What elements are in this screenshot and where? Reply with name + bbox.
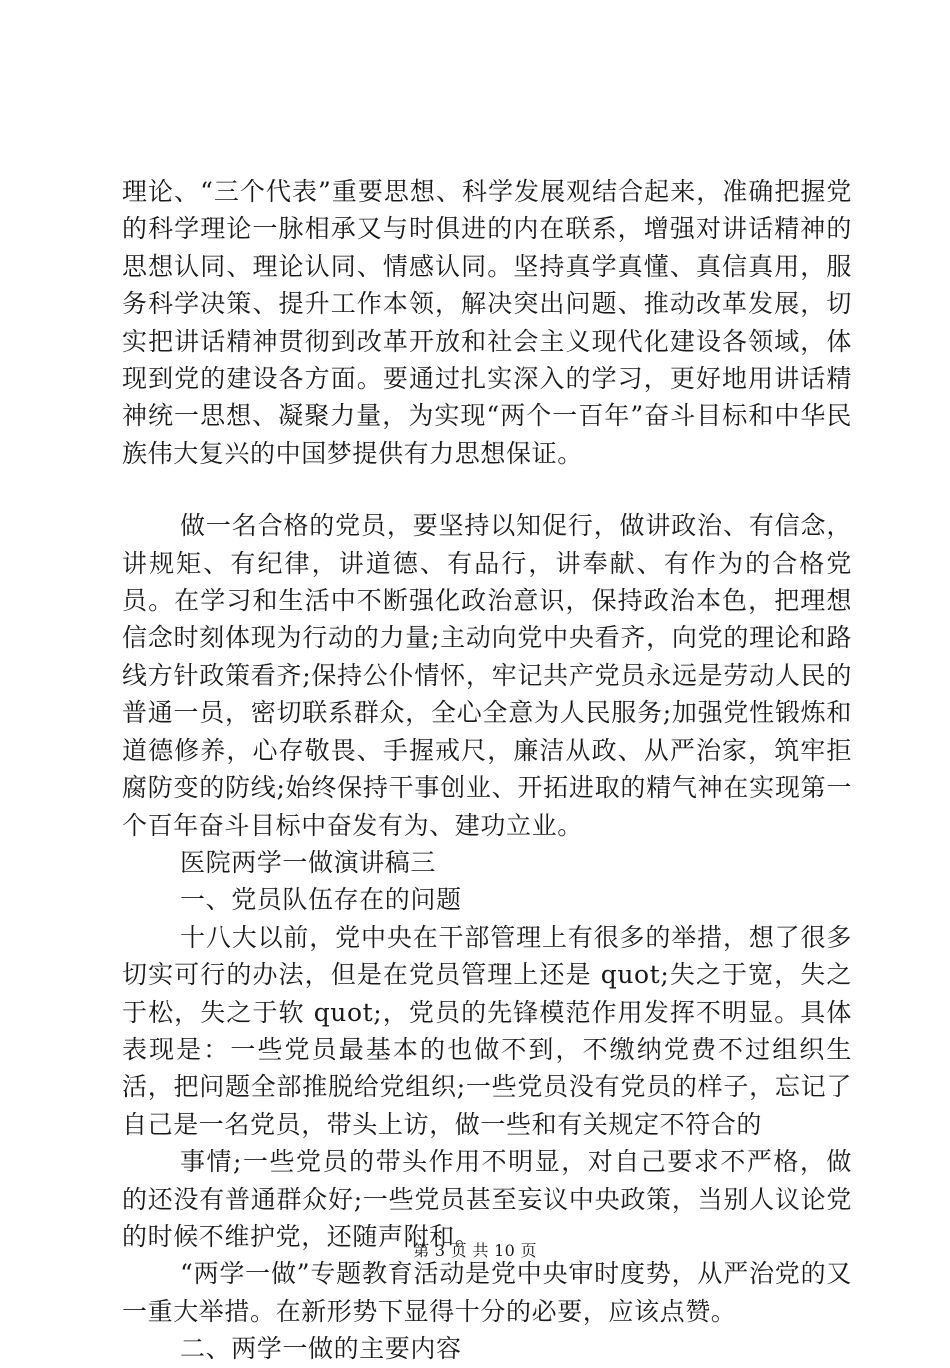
paragraph-campaign: “两学一做”专题教育活动是党中央审时度势，从严治党的又一重大举措。在新形势下显得十分的必要，应该点赞。 bbox=[122, 1259, 852, 1326]
paragraph-continuation: 理论、“三个代表”重要思想、科学发展观结合起来，准确把握党的科学理论一脉相承又与时俱进的内在联系，增强对讲话精神的思想认同、理论认同、情感认同。坚持真学真懂、真信真用，服务科学决策、提升工作本领，解决突出问题、推动改革发展，切实把讲话精神贯彻到改革开放和社会主义现代化建设各领域，体现到党的建设各方面。要通过扎实深入的学习，更好地用讲话精神统一思想、凝聚力量，为实现“两个一百年”奋斗目标和中华民族伟大复兴的中国梦提供有力思想保证。 bbox=[122, 177, 852, 468]
paragraph-problems-continued: 事情;一些党员的带头作用不明显，对自己要求不严格，做的还没有普通群众好;一些党员甚至妄议中央政策，当别人议论党的时候不维护党，还随声附和。 bbox=[122, 1147, 852, 1251]
paragraph-problems: 十八大以前，党中央在干部管理上有很多的举措，想了很多切实可行的办法，但是在党员管理上还是 quot;失之于宽，失之于松，失之于软 quot;，党员的先锋模范作用发挥不明显。具体表现是：一些党员最基本的也做不到，不缴纳党费不过组织生活，把问题全部推脱给党组织;一些党员没有党员的样子，忘记了自己是一名党员，带头上访，做一些和有关规定不符合的 bbox=[122, 922, 852, 1139]
heading-problems: 一、党员队伍存在的问题 bbox=[180, 885, 462, 915]
heading-main-content: 二、两学一做的主要内容 bbox=[180, 1334, 462, 1364]
document-body bbox=[122, 173, 852, 1368]
section-title: 医院两学一做演讲稿三 bbox=[180, 847, 437, 877]
paragraph-qualified-member: 做一名合格的党员，要坚持以知促行，做讲政治、有信念，讲规矩、有纪律，讲道德、有品行，讲奉献、有作为的合格党员。在学习和生活中不断强化政治意识，保持政治本色，把理想信念时刻体现为行动的力量;主动向党中央看齐，向党的理论和路线方针政策看齐;保持公仆情怀，牢记共产党员永远是劳动人民的普通一员，密切联系群众，全心全意为人民服务;加强党性锻炼和道德修养，心存敬畏、手握戒尺，廉洁从政、从严治家，筑牢拒腐防变的防线;始终保持干事创业、开拓进取的精气神在实现第一个百年奋斗目标中奋发有为、建功立业。 bbox=[122, 511, 852, 840]
page-number: 第 3 页 共 10 页 bbox=[413, 1241, 537, 1260]
